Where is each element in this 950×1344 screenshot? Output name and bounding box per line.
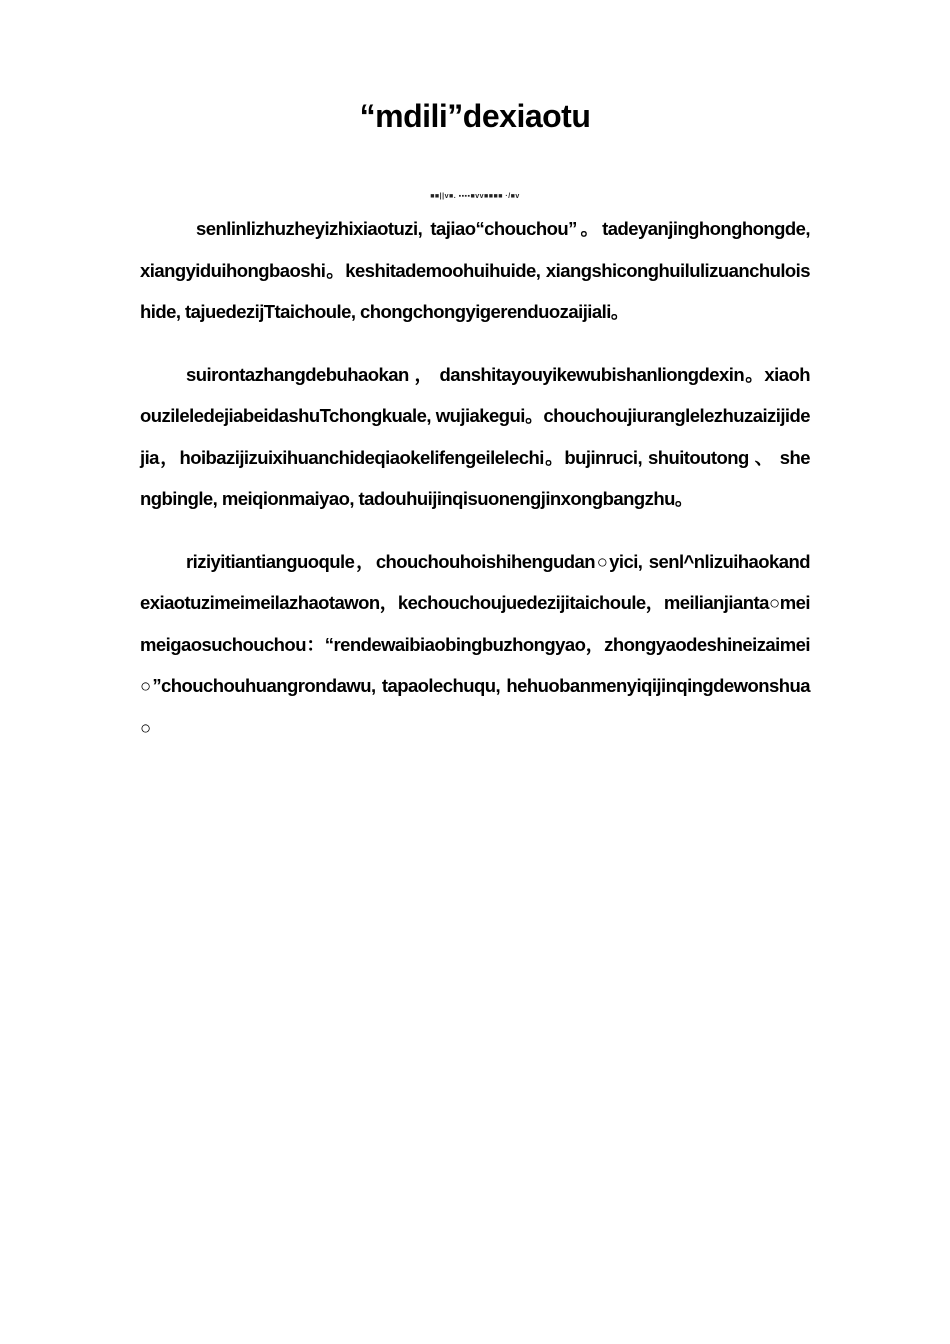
document-byline: ■■||v■. ▪▪▪▪■vv■■■■ ·/■v — [430, 193, 520, 200]
paragraph-3: riziyitiantianguoqule，chouchouhoishihengudan○yici, senl^nlizuihaokandexiaotuzimeimeilazhaotawon，kechouchoujuedezijitaichoule，meilianjianta○meimeigaosuchouchou：“rendewaibiaobingbuzhongyao，zhongyaodeshineizaimei○”chouchouhuangrondawu, tapaolechuqu, hehuobanmenyiqijinqingdewonshua○ — [140, 550, 810, 738]
document-body — [140, 208, 810, 748]
paragraph-2: suirontazhangdebuhaokan ， danshitayouyikewubishanliongdexin。xiaohouzileledejiabeidashuTchongkuale, wujiakegui。chouchoujiuranglelezhuzaizijidejia，hoibazijizuixihuanchideqiaokelifengeilelechi。bujinruci, shuitoutong 、 shengbingle, meiqionmaiyao, tadouhuijinqisuonengjinxongbangzhu。 — [140, 363, 810, 509]
document-title: “mdili”dexiaotu — [359, 98, 591, 134]
paragraph-1: senlinlizhuzheyizhixiaotuzi, tajiao“chouchou”。tadeyanjinghonghongde, xiangyiduihongbaoshi。keshitademoohuihuide, xiangshiconghuilulizuanchuloishide, tajuedezijTtaichoule, chongchongyigerenduozaijiali。 — [140, 218, 810, 322]
